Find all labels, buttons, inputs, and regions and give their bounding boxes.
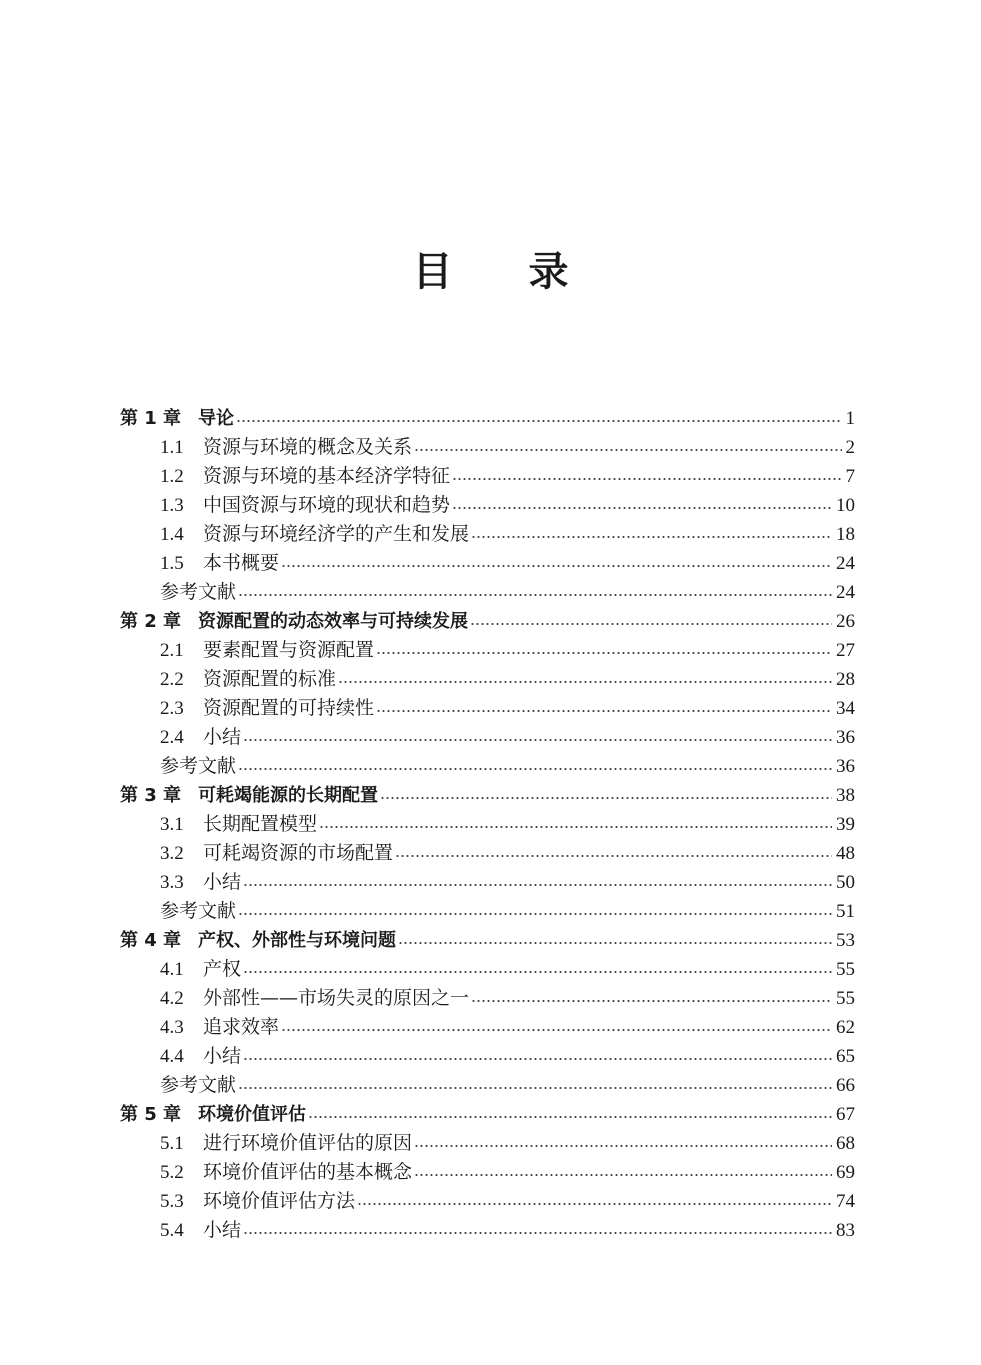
dot-leader [238,752,832,781]
dot-leader [376,694,832,723]
section-number: 1.5 [160,553,184,574]
chapter-number: 第 2 章 [120,611,182,632]
page-number: 62 [836,1017,855,1038]
toc-references-row [120,578,855,607]
toc-section-row [120,665,855,694]
toc-chapter-row [120,1100,855,1129]
page-number: 66 [836,1075,855,1096]
references-title: 参考文献 [160,1074,237,1096]
section-number: 3.3 [160,872,184,893]
section-title: 小结 [203,1045,242,1067]
dot-leader [236,404,842,433]
dot-leader [243,1216,832,1245]
dot-leader [414,1158,832,1187]
page-number: 39 [836,814,855,835]
toc-section-row [120,549,855,578]
toc-chapter-row [120,781,855,810]
page-number: 69 [836,1162,855,1183]
chapter-number: 第 5 章 [120,1104,182,1125]
page-number: 55 [836,959,855,980]
page-number: 10 [836,495,855,516]
chapter-title: 可耗竭能源的长期配置 [198,785,378,806]
dot-leader [357,1187,832,1216]
section-title: 小结 [203,726,242,748]
section-title: 要素配置与资源配置 [203,639,375,661]
dot-leader [380,781,832,810]
dot-leader [319,810,832,839]
page-number: 24 [836,553,855,574]
dot-leader [238,1071,832,1100]
section-number: 2.4 [160,727,184,748]
toc-section-row [120,955,855,984]
section-number: 2.1 [160,640,184,661]
page-number: 38 [836,785,855,806]
page-title: 目 录 [412,248,587,295]
page-number: 27 [836,640,855,661]
toc-section-row [120,984,855,1013]
section-number: 4.4 [160,1046,184,1067]
page-number: 2 [845,437,855,458]
section-title: 资源与环境经济学的产生和发展 [203,523,470,545]
section-number: 4.1 [160,959,184,980]
toc-section-row [120,723,855,752]
toc-section-row [120,694,855,723]
section-number: 3.2 [160,843,184,864]
section-title: 长期配置模型 [203,813,318,835]
dot-leader [281,549,832,578]
dot-leader [238,578,832,607]
toc-section-row [120,810,855,839]
page-number: 24 [836,582,855,603]
references-title: 参考文献 [160,581,237,603]
section-title: 资源与环境的基本经济学特征 [203,465,451,487]
toc-chapter-row [120,404,855,433]
dot-leader [338,665,832,694]
section-number: 5.4 [160,1220,184,1241]
dot-leader [308,1100,832,1129]
table-of-contents [120,404,855,1245]
toc-section-row [120,1158,855,1187]
section-title: 资源配置的可持续性 [203,697,375,719]
section-title: 产权 [203,958,242,980]
toc-chapter-row [120,926,855,955]
dot-leader [471,520,832,549]
toc-section-row [120,839,855,868]
section-title: 可耗竭资源的市场配置 [203,842,394,864]
toc-references-row [120,752,855,781]
section-number: 5.2 [160,1162,184,1183]
section-number: 3.1 [160,814,184,835]
chapter-number: 第 3 章 [120,785,182,806]
toc-section-row [120,433,855,462]
section-title: 环境价值评估方法 [203,1190,356,1212]
section-title: 中国资源与环境的现状和趋势 [203,494,451,516]
dot-leader [452,462,841,491]
page-number: 1 [845,408,855,429]
toc-section-row [120,1042,855,1071]
toc-section-row [120,462,855,491]
toc-section-row [120,1013,855,1042]
dot-leader [243,1042,832,1071]
page-number: 36 [836,756,855,777]
dot-leader [243,955,832,984]
toc-references-row [120,897,855,926]
page-number: 74 [836,1191,855,1212]
section-number: 1.1 [160,437,184,458]
page-number: 7 [845,466,855,487]
section-number: 1.3 [160,495,184,516]
page-number: 28 [836,669,855,690]
dot-leader [376,636,832,665]
section-number: 5.3 [160,1191,184,1212]
chapter-number: 第 1 章 [120,408,182,429]
section-number: 5.1 [160,1133,184,1154]
page-number: 18 [836,524,855,545]
dot-leader [471,984,832,1013]
toc-section-row [120,868,855,897]
page-number: 50 [836,872,855,893]
toc-section-row [120,491,855,520]
dot-leader [281,1013,832,1042]
section-number: 4.2 [160,988,184,1009]
page-number: 36 [836,727,855,748]
dot-leader [414,433,841,462]
dot-leader [243,723,832,752]
dot-leader [398,926,832,955]
page-number: 55 [836,988,855,1009]
section-title: 资源配置的标准 [203,668,337,690]
page-number: 53 [836,930,855,951]
dot-leader [452,491,832,520]
section-title: 追求效率 [203,1016,280,1038]
dot-leader [395,839,832,868]
toc-section-row [120,1187,855,1216]
toc-section-row [120,1216,855,1245]
toc-section-row [120,520,855,549]
dot-leader [243,868,832,897]
page-number: 51 [836,901,855,922]
page-number: 26 [836,611,855,632]
dot-leader [414,1129,832,1158]
toc-section-row [120,1129,855,1158]
section-title: 本书概要 [203,552,280,574]
page-number: 48 [836,843,855,864]
page-number: 83 [836,1220,855,1241]
dot-leader [470,607,832,636]
chapter-number: 第 4 章 [120,930,182,951]
chapter-title: 环境价值评估 [198,1104,306,1125]
toc-section-row [120,636,855,665]
section-number: 2.3 [160,698,184,719]
page-number: 34 [836,698,855,719]
page-number: 67 [836,1104,855,1125]
references-title: 参考文献 [160,900,237,922]
dot-leader [238,897,832,926]
section-number: 4.3 [160,1017,184,1038]
section-title: 资源与环境的概念及关系 [203,436,413,458]
section-title: 小结 [203,871,242,893]
section-title: 小结 [203,1219,242,1241]
chapter-title: 导论 [198,408,234,429]
chapter-title: 资源配置的动态效率与可持续发展 [198,611,468,632]
section-title: 外部性——市场失灵的原因之一 [203,987,470,1009]
section-number: 1.2 [160,466,184,487]
toc-chapter-row [120,607,855,636]
section-number: 2.2 [160,669,184,690]
page-number: 68 [836,1133,855,1154]
toc-references-row [120,1071,855,1100]
chapter-title: 产权、外部性与环境问题 [198,930,396,951]
references-title: 参考文献 [160,755,237,777]
page-number: 65 [836,1046,855,1067]
section-title: 进行环境价值评估的原因 [203,1132,413,1154]
section-number: 1.4 [160,524,184,545]
section-title: 环境价值评估的基本概念 [203,1161,413,1183]
